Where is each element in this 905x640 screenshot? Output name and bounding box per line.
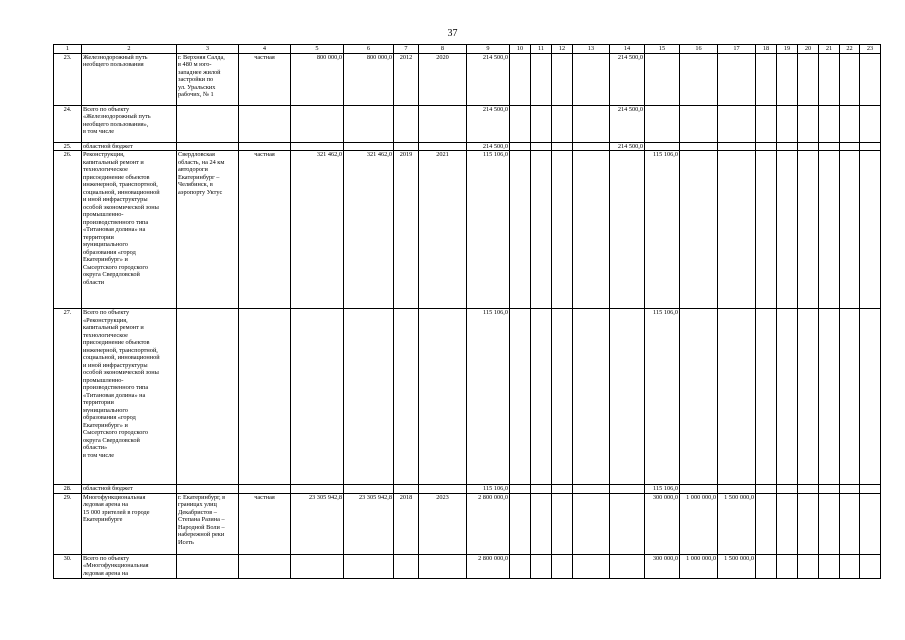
- column-number: 5: [291, 45, 344, 54]
- column-number: 19: [777, 45, 798, 54]
- table-cell: [177, 105, 239, 142]
- table-cell: [510, 105, 531, 142]
- table-cell: [819, 53, 840, 105]
- column-number: 18: [756, 45, 777, 54]
- table-cell: [610, 485, 645, 494]
- table-cell: 300 000,0: [645, 493, 680, 554]
- page-number: 37: [447, 28, 458, 39]
- table-cell: 25.: [54, 142, 82, 151]
- table-cell: 2020: [419, 53, 467, 105]
- table-cell: [177, 485, 239, 494]
- table-cell: [756, 151, 777, 309]
- table-cell: 115 106,0: [467, 309, 510, 485]
- column-number: 17: [718, 45, 756, 54]
- table-cell: Железнодорожный путь необщего пользования: [82, 53, 177, 105]
- table-cell: [573, 142, 610, 151]
- table-cell: [840, 309, 860, 485]
- table-cell: [531, 554, 552, 578]
- table-cell: [531, 493, 552, 554]
- column-number-row: [54, 45, 881, 54]
- table-cell: 115 106,0: [467, 485, 510, 494]
- table-row: [54, 151, 881, 309]
- table-cell: [819, 142, 840, 151]
- table-cell: [819, 554, 840, 578]
- column-number: 1: [54, 45, 82, 54]
- table-cell: 115 106,0: [645, 151, 680, 309]
- table-cell: [777, 485, 798, 494]
- table-cell: [756, 142, 777, 151]
- table-cell: [552, 493, 573, 554]
- table-cell: [860, 53, 881, 105]
- table-cell: [718, 151, 756, 309]
- table-cell: Всего по объекту «Железнодорожный путь необщего пользования», в том числе: [82, 105, 177, 142]
- table-cell: Свердловская область, на 24 км автодороги Екатеринбург – Челябинск, в аэропорту Уктус: [177, 151, 239, 309]
- table-cell: [610, 554, 645, 578]
- table-cell: 115 106,0: [645, 485, 680, 494]
- table-cell: [840, 151, 860, 309]
- table-cell: 800 000,0: [291, 53, 344, 105]
- table-cell: 1 500 000,0: [718, 554, 756, 578]
- table-cell: [177, 309, 239, 485]
- table-cell: [531, 151, 552, 309]
- table-cell: [419, 485, 467, 494]
- table-cell: [819, 485, 840, 494]
- table-cell: 26.: [54, 151, 82, 309]
- table-cell: [394, 309, 419, 485]
- table-cell: [573, 53, 610, 105]
- table-cell: 214 500,0: [467, 142, 510, 151]
- table-cell: [573, 493, 610, 554]
- table-cell: [291, 554, 344, 578]
- table-cell: [680, 105, 718, 142]
- table-cell: [552, 151, 573, 309]
- table-cell: [645, 53, 680, 105]
- table-cell: 115 106,0: [467, 151, 510, 309]
- table-cell: [510, 485, 531, 494]
- column-number: 15: [645, 45, 680, 54]
- table-cell: [718, 105, 756, 142]
- table-row: [54, 142, 881, 151]
- table-cell: 2012: [394, 53, 419, 105]
- table-cell: [552, 53, 573, 105]
- column-number: 20: [798, 45, 819, 54]
- table-cell: [645, 142, 680, 151]
- table-cell: [344, 554, 394, 578]
- table-cell: 2018: [394, 493, 419, 554]
- table-cell: Реконструкция, капитальный ремонт и технологическое присоединение объектов инженерной, транспортной, социальной, инновационной и иной инфраструктуры особой экономической зоны промышленно- производственного типа «Титановая долина» на территории муниципального образования «город Екатеринбург» и Сысертского городского округа Свердловской области: [82, 151, 177, 309]
- table-cell: [777, 554, 798, 578]
- table-cell: [344, 485, 394, 494]
- table-cell: 2019: [394, 151, 419, 309]
- table-cell: [344, 142, 394, 151]
- table-cell: [291, 142, 344, 151]
- column-number: 22: [840, 45, 860, 54]
- table-cell: 2023: [419, 493, 467, 554]
- table-cell: 1 000 000,0: [680, 493, 718, 554]
- column-number: 4: [239, 45, 291, 54]
- table-cell: [680, 309, 718, 485]
- table-cell: [610, 309, 645, 485]
- table-cell: [777, 151, 798, 309]
- column-number: 23: [860, 45, 881, 54]
- table-cell: 28.: [54, 485, 82, 494]
- table-cell: [510, 151, 531, 309]
- table-cell: 23 305 942,8: [344, 493, 394, 554]
- table-row: [54, 105, 881, 142]
- table-cell: [798, 105, 819, 142]
- table-cell: [718, 142, 756, 151]
- table-cell: [573, 309, 610, 485]
- table-cell: 2021: [419, 151, 467, 309]
- table-cell: [610, 151, 645, 309]
- table-cell: [840, 554, 860, 578]
- table-cell: 800 000,0: [344, 53, 394, 105]
- table-cell: [777, 142, 798, 151]
- column-number: 13: [573, 45, 610, 54]
- table-cell: [860, 142, 881, 151]
- table-cell: [419, 554, 467, 578]
- table-cell: частная: [239, 493, 291, 554]
- column-number: 8: [419, 45, 467, 54]
- table-cell: 29.: [54, 493, 82, 554]
- table-cell: [394, 554, 419, 578]
- table-cell: 27.: [54, 309, 82, 485]
- column-number: 9: [467, 45, 510, 54]
- column-number: 14: [610, 45, 645, 54]
- table-cell: [552, 309, 573, 485]
- table-cell: [394, 142, 419, 151]
- table-cell: 115 106,0: [645, 309, 680, 485]
- table-cell: 321 462,0: [344, 151, 394, 309]
- table-cell: [819, 151, 840, 309]
- table-cell: Всего по объекту «Многофункциональная ледовая арена на: [82, 554, 177, 578]
- table-cell: 214 500,0: [467, 53, 510, 105]
- table-cell: областной бюджет: [82, 485, 177, 494]
- table-cell: [291, 105, 344, 142]
- table-cell: частная: [239, 151, 291, 309]
- table-cell: [645, 105, 680, 142]
- table-cell: [680, 53, 718, 105]
- table-cell: [756, 53, 777, 105]
- table-cell: [840, 142, 860, 151]
- column-number: 11: [531, 45, 552, 54]
- table-cell: [239, 554, 291, 578]
- column-number: 16: [680, 45, 718, 54]
- table-cell: [510, 142, 531, 151]
- table-cell: 23.: [54, 53, 82, 105]
- table-cell: 1 000 000,0: [680, 554, 718, 578]
- table-cell: [819, 493, 840, 554]
- table-cell: [177, 142, 239, 151]
- table-cell: [573, 485, 610, 494]
- column-number: 7: [394, 45, 419, 54]
- table-cell: 2 800 000,0: [467, 493, 510, 554]
- table-cell: [777, 493, 798, 554]
- table-cell: 214 500,0: [610, 53, 645, 105]
- table-cell: [531, 105, 552, 142]
- table-cell: [510, 53, 531, 105]
- table-cell: [291, 485, 344, 494]
- table-cell: 214 500,0: [610, 105, 645, 142]
- table-cell: [718, 53, 756, 105]
- table-cell: 23 305 942,8: [291, 493, 344, 554]
- table-cell: [860, 151, 881, 309]
- table-cell: [819, 309, 840, 485]
- table-cell: [239, 105, 291, 142]
- table-cell: [680, 485, 718, 494]
- table-cell: 300 000,0: [645, 554, 680, 578]
- table-row: [54, 554, 881, 578]
- table-cell: 1 500 000,0: [718, 493, 756, 554]
- table-cell: [756, 309, 777, 485]
- table-row: [54, 53, 881, 105]
- table-cell: [860, 554, 881, 578]
- table-cell: [798, 142, 819, 151]
- table-cell: [573, 151, 610, 309]
- table-cell: [798, 493, 819, 554]
- table-cell: [531, 309, 552, 485]
- table-cell: [777, 309, 798, 485]
- table-cell: г. Верхняя Салда, в 480 м юго- западнее жилой застройки по ул. Уральских рабочих, № 1: [177, 53, 239, 105]
- table-row: [54, 493, 881, 554]
- table-row: [54, 309, 881, 485]
- table-cell: [840, 105, 860, 142]
- table-cell: 214 500,0: [467, 105, 510, 142]
- table-cell: [860, 485, 881, 494]
- column-number: 2: [82, 45, 177, 54]
- table-cell: [239, 309, 291, 485]
- table-cell: частная: [239, 53, 291, 105]
- table-cell: Всего по объекту «Реконструкция, капитальный ремонт и технологическое присоединение объектов инженерной, транспортной, социальной, инновационной и иной инфраструктуры особой экономической зоны промышленно- производственного типа «Титановая долина» на территории муниципального образования «город Екатеринбург» и Сысертского городского округа Свердловской области» в том числе: [82, 309, 177, 485]
- table-cell: [552, 485, 573, 494]
- table-cell: [798, 151, 819, 309]
- table-cell: 2 800 000,0: [467, 554, 510, 578]
- table-cell: [510, 493, 531, 554]
- table-cell: [552, 554, 573, 578]
- table-cell: 321 462,0: [291, 151, 344, 309]
- table-cell: [860, 105, 881, 142]
- table-cell: [177, 554, 239, 578]
- column-number: 12: [552, 45, 573, 54]
- table-cell: [394, 105, 419, 142]
- table-cell: [291, 309, 344, 485]
- table-cell: [718, 485, 756, 494]
- table-cell: Многофункциональная ледовая арена на 15 000 зрителей в городе Екатеринбурге: [82, 493, 177, 554]
- table-cell: [860, 309, 881, 485]
- table-cell: [777, 105, 798, 142]
- table-cell: [531, 142, 552, 151]
- table-cell: [840, 485, 860, 494]
- table-cell: [680, 151, 718, 309]
- table-cell: 30.: [54, 554, 82, 578]
- table-row: [54, 485, 881, 494]
- table-cell: [756, 105, 777, 142]
- table-cell: [756, 493, 777, 554]
- table-cell: [510, 309, 531, 485]
- table-cell: г. Екатеринбург, в границах улиц Декабристов – Степана Разина – Народной Воли – набережной реки Исеть: [177, 493, 239, 554]
- table-cell: [610, 493, 645, 554]
- table-cell: [239, 142, 291, 151]
- column-number: 21: [819, 45, 840, 54]
- table-cell: [394, 485, 419, 494]
- table-cell: 214 500,0: [610, 142, 645, 151]
- investment-projects-table: [53, 44, 881, 579]
- table-cell: [531, 485, 552, 494]
- table-cell: [798, 554, 819, 578]
- table-cell: [798, 485, 819, 494]
- table-cell: [573, 105, 610, 142]
- table-cell: [718, 309, 756, 485]
- table-cell: [573, 554, 610, 578]
- column-number: 3: [177, 45, 239, 54]
- table-cell: областной бюджет: [82, 142, 177, 151]
- table-cell: [552, 105, 573, 142]
- table-cell: [419, 142, 467, 151]
- table-cell: [756, 485, 777, 494]
- table-cell: [777, 53, 798, 105]
- table-cell: [344, 105, 394, 142]
- table-cell: [840, 53, 860, 105]
- table-cell: [552, 142, 573, 151]
- table-cell: [419, 105, 467, 142]
- table-cell: [860, 493, 881, 554]
- table-cell: [239, 485, 291, 494]
- table-cell: [680, 142, 718, 151]
- table-cell: [798, 53, 819, 105]
- table-cell: [756, 554, 777, 578]
- table-cell: [798, 309, 819, 485]
- column-number: 10: [510, 45, 531, 54]
- table-cell: 24.: [54, 105, 82, 142]
- column-number: 6: [344, 45, 394, 54]
- table-cell: [531, 53, 552, 105]
- table-cell: [840, 493, 860, 554]
- table-cell: [819, 105, 840, 142]
- table-cell: [344, 309, 394, 485]
- table-cell: [419, 309, 467, 485]
- table-cell: [510, 554, 531, 578]
